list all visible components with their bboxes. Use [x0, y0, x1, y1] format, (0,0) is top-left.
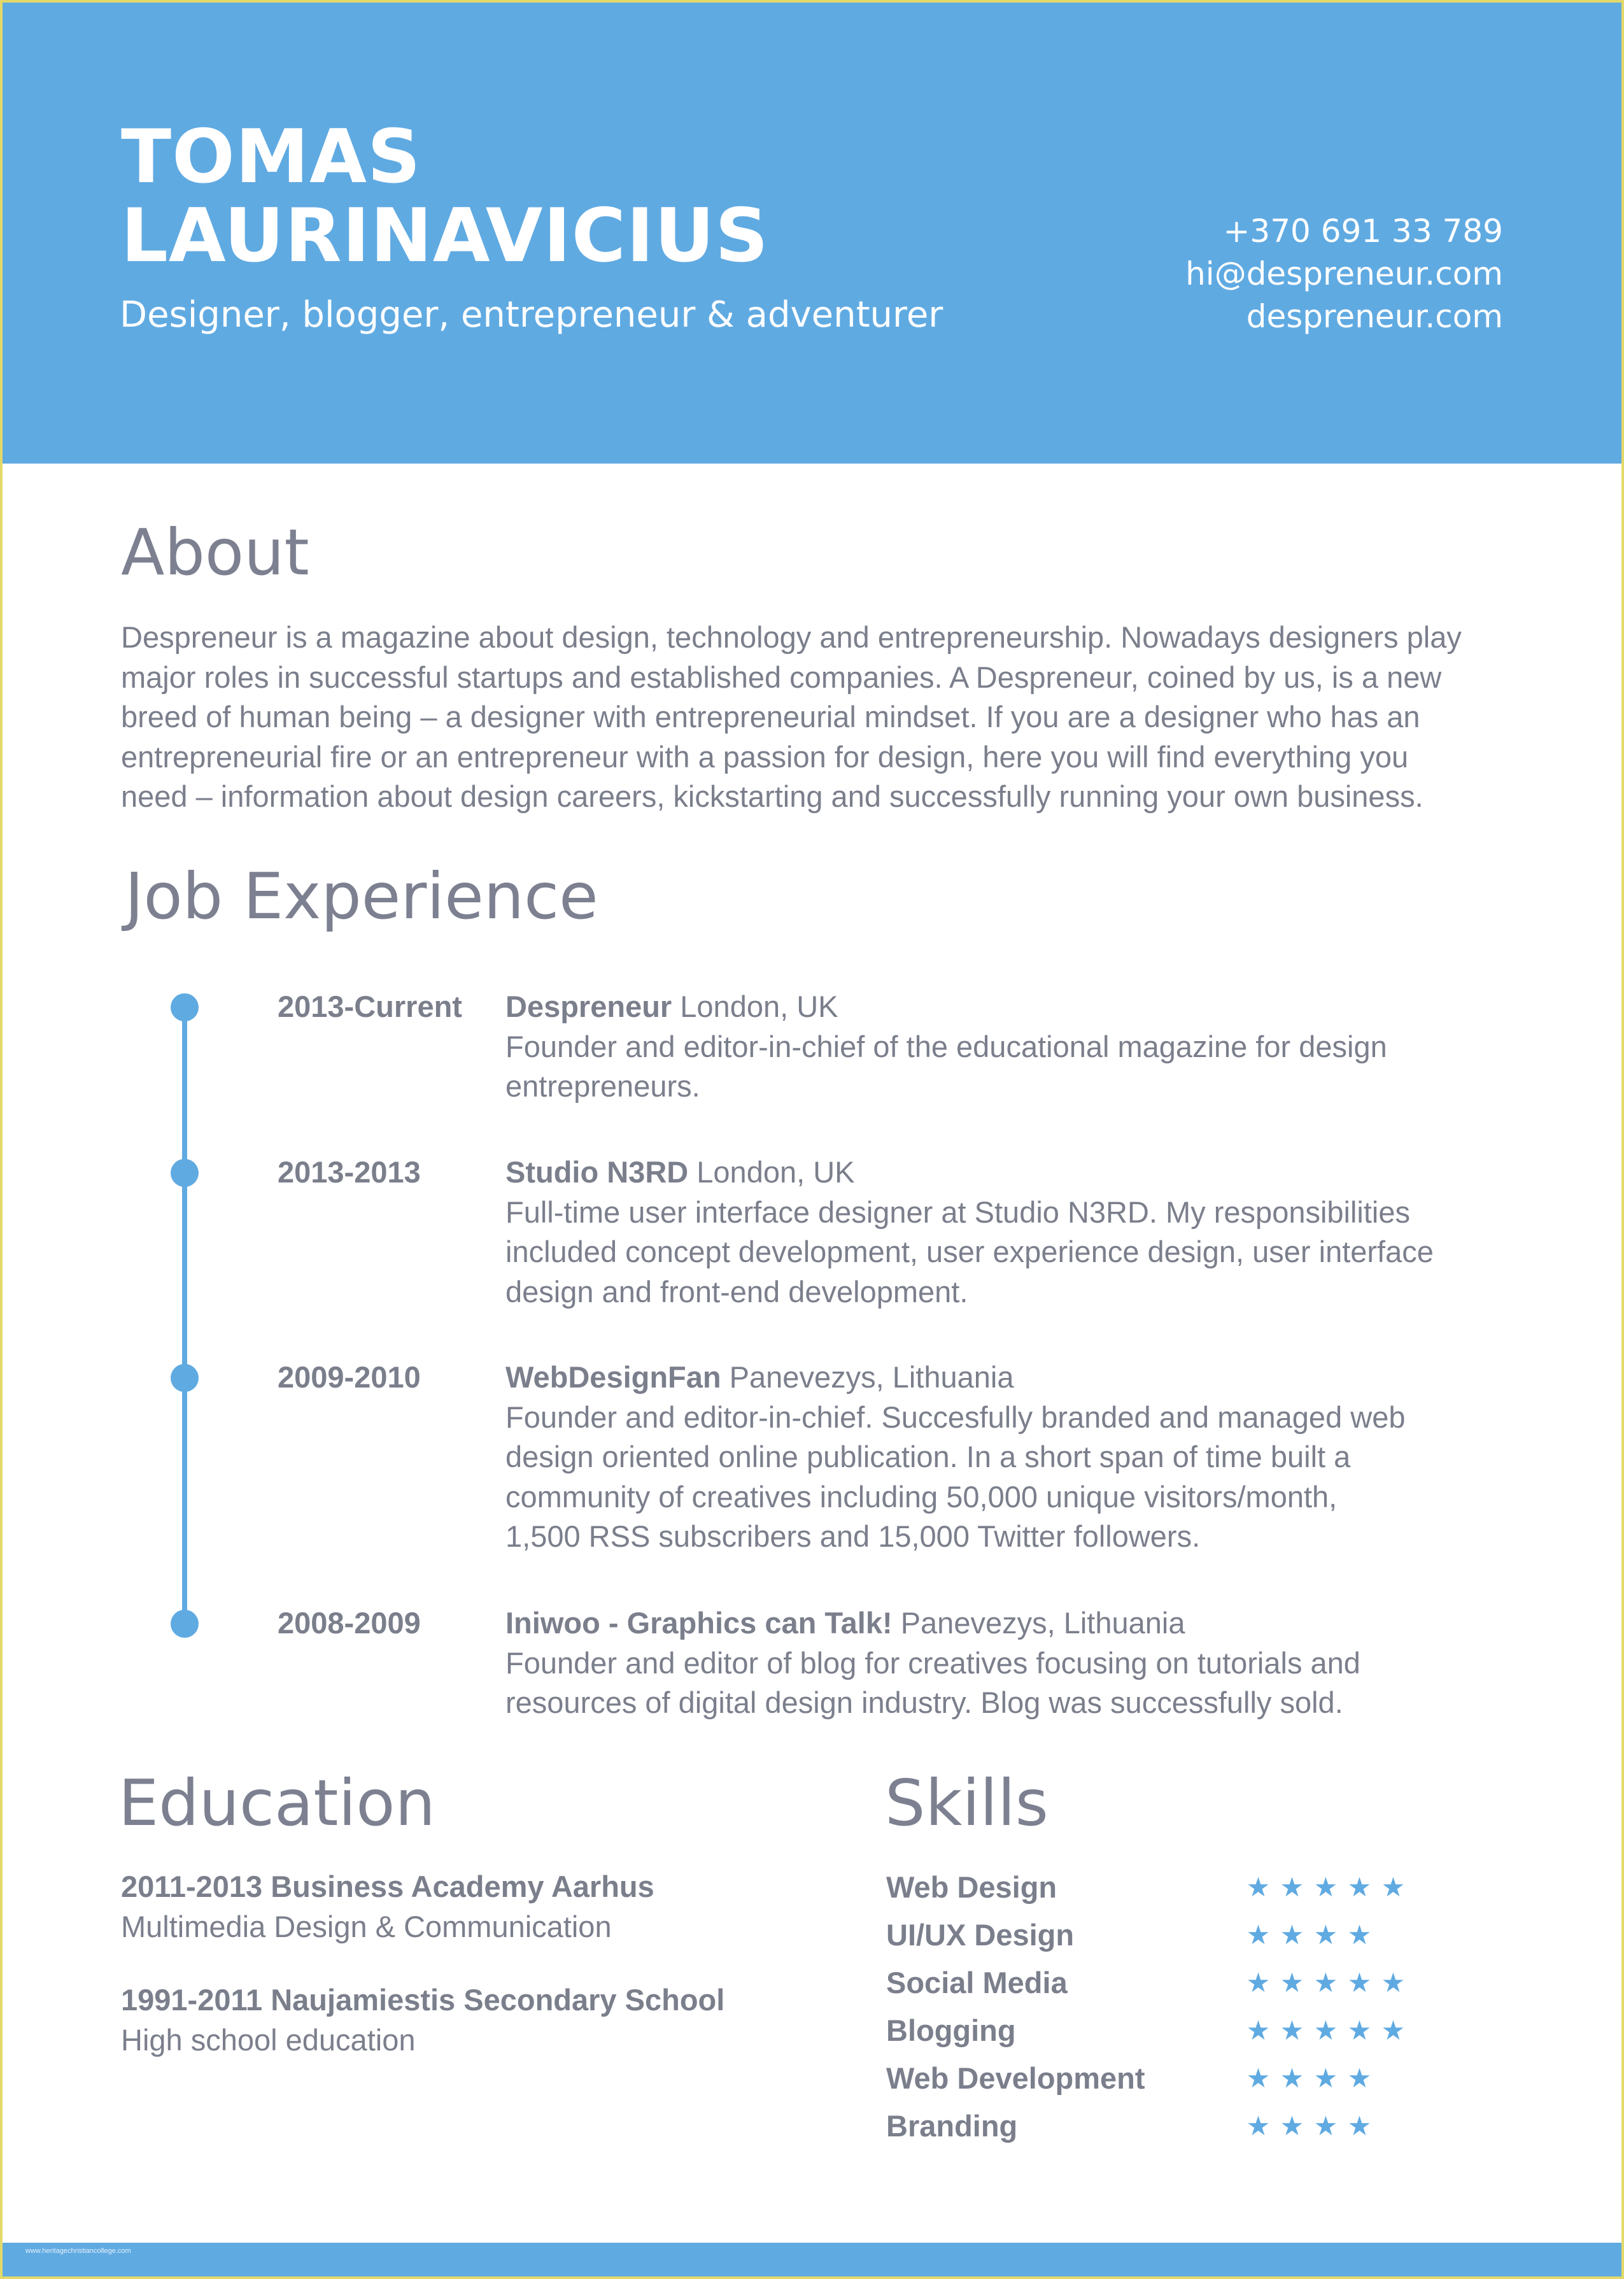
footer-watermark: www.heritagechristiancollege.com	[25, 2247, 131, 2255]
last-name: LAURINAVICIUS	[121, 193, 769, 279]
education-school: 1991-2011 Naujamiestis Secondary School	[121, 1983, 725, 2017]
email-address: hi@despreneur.com	[1185, 255, 1503, 292]
education-program: High school education	[121, 2022, 416, 2057]
job-entry	[505, 1358, 1524, 1557]
job-company: Studio N3RD	[505, 1155, 689, 1189]
star-icon: ★	[1347, 1919, 1372, 1950]
skill-row	[886, 2059, 1523, 2098]
job-company: WebDesignFan	[505, 1360, 721, 1394]
timeline-line	[182, 1006, 187, 1622]
skill-rating	[1241, 2059, 1376, 2098]
full-name	[121, 114, 769, 279]
job-entry	[505, 1153, 1524, 1312]
star-icon: ★	[1313, 2015, 1338, 2046]
education-item	[121, 1980, 724, 2060]
star-icon: ★	[1280, 1919, 1304, 1950]
job-description-line: community of creatives including 50,000 unique visitors/month,	[505, 1479, 1338, 1514]
job-years: 2009-2010	[278, 1360, 421, 1394]
skill-name: Social Media	[886, 1966, 1068, 1999]
about-line: major roles in successful startups and established companies. A Despreneur, coined by us, is a new	[121, 660, 1442, 694]
education-heading: Education	[118, 1766, 435, 1840]
tagline: Designer, blogger, entrepreneur & adventurer	[120, 294, 943, 336]
job-location: Panevezys, Lithuania	[892, 1606, 1185, 1640]
star-icon: ★	[1381, 1967, 1406, 1998]
circle-dot-icon	[171, 1610, 199, 1638]
job-entry	[505, 987, 1524, 1107]
skill-row	[886, 2011, 1523, 2050]
job-description-line: design and front-end development.	[505, 1274, 968, 1309]
star-icon: ★	[1280, 2015, 1304, 2046]
skill-name: Web Development	[886, 2061, 1145, 2095]
job-company: Iniwoo - Graphics can Talk!	[505, 1606, 893, 1640]
circle-dot-icon	[171, 1364, 199, 1392]
job-description-line: 1,500 RSS subscribers and 15,000 Twitter followers.	[505, 1519, 1201, 1553]
job-title-line	[505, 1603, 1524, 1644]
circle-dot-icon	[171, 993, 199, 1021]
about-heading: About	[121, 515, 309, 590]
star-icon: ★	[1246, 2062, 1271, 2094]
job-title-line	[505, 1153, 1524, 1193]
resume-header	[0, 0, 1624, 464]
circle-dot-icon	[171, 1159, 199, 1187]
star-icon: ★	[1313, 1871, 1338, 1903]
education-item	[121, 1867, 654, 1947]
star-icon: ★	[1347, 2015, 1372, 2046]
star-icon: ★	[1246, 1919, 1271, 1950]
job-company: Despreneur	[505, 990, 672, 1023]
star-icon: ★	[1313, 2062, 1338, 2094]
star-icon: ★	[1246, 2110, 1271, 2141]
star-icon: ★	[1280, 1871, 1304, 1903]
education-program: Multimedia Design & Communication	[121, 1909, 612, 1943]
skill-name: Blogging	[886, 2013, 1016, 2047]
job-description-line: Founder and editor-in-chief of the educational magazine for design	[505, 1029, 1387, 1063]
skill-name: Branding	[886, 2109, 1018, 2143]
about-paragraph	[121, 618, 1522, 817]
job-years: 2008-2009	[278, 1606, 421, 1640]
job-description-line: design oriented online publication. In a short span of time built a	[505, 1440, 1351, 1473]
job-experience-heading: Job Experience	[125, 859, 598, 934]
skill-rating	[1241, 1868, 1410, 1907]
skill-row	[886, 1963, 1523, 2003]
about-line: need – information about design careers, kickstarting and successfully running your own business.	[121, 779, 1423, 813]
job-title-line	[505, 987, 1524, 1027]
skill-row	[886, 1915, 1523, 1955]
website-url: despreneur.com	[1246, 298, 1503, 335]
page-footer	[0, 2243, 1624, 2279]
skill-name: UI/UX Design	[886, 1918, 1075, 1952]
star-icon: ★	[1381, 1871, 1406, 1903]
job-description-line: Founder and editor of blog for creatives focusing on tutorials and	[505, 1645, 1360, 1680]
phone-number: +370 691 33 789	[1223, 213, 1503, 250]
contact-info	[1185, 210, 1503, 338]
skill-rating	[1241, 1915, 1376, 1955]
star-icon: ★	[1280, 1967, 1304, 1998]
job-entry	[505, 1603, 1524, 1723]
skills-heading: Skills	[885, 1766, 1049, 1840]
skill-rating	[1241, 1963, 1410, 2003]
job-location: London, UK	[688, 1155, 855, 1189]
star-icon: ★	[1347, 2062, 1372, 2094]
job-location: London, UK	[672, 990, 838, 1023]
skill-name: Web Design	[886, 1870, 1057, 1904]
star-icon: ★	[1246, 1871, 1271, 1903]
first-name: TOMAS	[121, 114, 421, 200]
job-title-line	[505, 1358, 1524, 1398]
about-line: entrepreneurial fire or an entrepreneur with a passion for design, here you will find everything you	[121, 739, 1409, 774]
about-line: Despreneur is a magazine about design, technology and entrepreneurship. Nowadays designers play	[121, 620, 1462, 654]
skill-row	[886, 1868, 1523, 1907]
star-icon: ★	[1246, 2015, 1271, 2046]
star-icon: ★	[1313, 2110, 1338, 2141]
star-icon: ★	[1246, 1967, 1271, 1998]
about-line: breed of human being – a designer with entrepreneurial mindset. If you are a designer who has an	[121, 700, 1420, 734]
job-description-line: entrepreneurs.	[505, 1069, 700, 1103]
education-school: 2011-2013 Business Academy Aarhus	[121, 1870, 654, 1903]
star-icon: ★	[1347, 2110, 1372, 2141]
skill-row	[886, 2106, 1523, 2146]
skill-rating	[1241, 2011, 1410, 2050]
star-icon: ★	[1381, 2015, 1406, 2046]
job-description-line: Full-time user interface designer at Studio N3RD. My responsibilities	[505, 1195, 1411, 1229]
star-icon: ★	[1280, 2062, 1304, 2094]
skill-rating	[1241, 2106, 1376, 2146]
star-icon: ★	[1347, 1871, 1372, 1903]
job-description-line: Founder and editor-in-chief. Succesfully branded and managed web	[505, 1400, 1406, 1434]
job-description-line: resources of digital design industry. Blog was successfully sold.	[505, 1686, 1343, 1719]
star-icon: ★	[1313, 1919, 1338, 1950]
star-icon: ★	[1280, 2110, 1304, 2141]
job-description-line: included concept development, user experience design, user interface	[505, 1235, 1434, 1268]
star-icon: ★	[1313, 1967, 1338, 1998]
job-years: 2013-2013	[278, 1155, 421, 1189]
star-icon: ★	[1347, 1967, 1372, 1998]
job-years: 2013-Current	[278, 990, 462, 1023]
job-location: Panevezys, Lithuania	[721, 1360, 1014, 1394]
